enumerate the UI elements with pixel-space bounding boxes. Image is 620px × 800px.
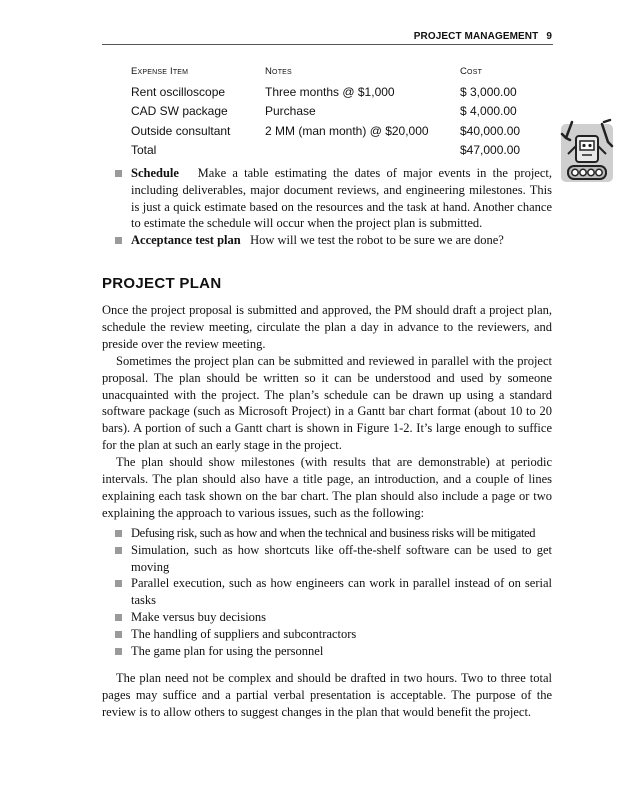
- expense-cost: $ 3,000.00: [460, 84, 517, 99]
- square-bullet-icon: [115, 547, 122, 554]
- expense-notes: 2 MM (man month) @ $20,000: [265, 123, 429, 138]
- square-bullet-icon: [115, 614, 122, 621]
- column-header-cost: Cost: [460, 66, 483, 77]
- paragraph: The plan need not be complex and should be drafted in two hours. Two to three total pages may suffice and a partial verbal presentation is acceptable. The purpose of the review is to allow others to suggest changes in the plan that would benefit the project.: [102, 671, 552, 719]
- running-header: [102, 31, 552, 42]
- expense-notes: [265, 141, 460, 161]
- list-item: [114, 609, 552, 626]
- column-header-notes: Notes: [265, 66, 292, 77]
- header-rule: [102, 44, 553, 45]
- paragraph: The plan should show milestones (with results that are demonstrable) at periodic intervals. The plan should also have a title page, an introduction, and a couple of lines explaining each task shown on the bar chart. The plan should also include a page or two explaining the approach to various issues, such as the following:: [102, 455, 552, 520]
- expense-cost: $ 4,000.00: [460, 104, 517, 119]
- square-bullet-icon: [115, 580, 122, 587]
- square-bullet-icon: [115, 648, 122, 655]
- bullet-term: Schedule: [131, 166, 179, 180]
- paragraph: Sometimes the project plan can be submitted and reviewed in parallel with the project proposal. The plan should be written so it can be understood and used by someone unacquainted with the project. The plan’s schedule can be drawn up using a standard software package (such as Microsoft Project) in a Gantt bar chart format (about 10 to 20 bars). A portion of such a Gantt chart is shown in Figure 1-2. It’s large enough to suffice for the plan at such an early stage in the project.: [102, 353, 552, 453]
- body-text: [102, 302, 552, 522]
- bullet-text: Make versus buy decisions: [131, 609, 267, 624]
- square-bullet-icon: [115, 170, 122, 177]
- proposal-bullet-list: [114, 165, 552, 249]
- table-row: [131, 102, 540, 122]
- expense-cost: $40,000.00: [460, 123, 521, 138]
- column-header-item: Expense Item: [131, 66, 189, 77]
- table-row: [131, 121, 540, 141]
- list-item: [114, 575, 552, 609]
- square-bullet-icon: [115, 237, 122, 244]
- table-row: [131, 82, 540, 102]
- list-item: [114, 626, 552, 643]
- bullet-text: The handling of suppliers and subcontractors: [131, 626, 357, 641]
- expense-notes: Purchase: [265, 104, 316, 119]
- bullet-text: Defusing risk, such as how and when the technical and business risks will be mitigated: [131, 526, 536, 540]
- page-number: 9: [546, 31, 552, 42]
- closing-text: [102, 670, 552, 721]
- list-item: [114, 643, 552, 660]
- table-header-row: [131, 66, 540, 82]
- expense-cost: $47,000.00: [460, 143, 521, 158]
- expense-table: [131, 66, 540, 160]
- bullet-term: Acceptance test plan: [131, 233, 241, 248]
- expense-notes: Three months @ $1,000: [265, 84, 395, 99]
- paragraph: Once the project proposal is submitted and approved, the PM should draft a project plan, schedule the review meeting, circulate the plan a day in advance to the reviewers, and preside over the review meeting.: [102, 303, 552, 351]
- bullet-text: Simulation, such as how shortcuts like off-the-shelf software can be used to get moving: [131, 542, 552, 574]
- list-item: [114, 165, 552, 232]
- plan-bullet-list: [114, 525, 552, 659]
- bullet-text: How will we test the robot to be sure we are done?: [250, 233, 504, 248]
- list-item: [114, 542, 552, 576]
- expense-item: Outside consultant: [131, 123, 231, 138]
- robot-icon: [558, 116, 616, 190]
- list-item: [114, 232, 552, 249]
- expense-item: Rent oscilloscope: [131, 84, 226, 99]
- table-row-total: [131, 141, 540, 161]
- bullet-text: Parallel execution, such as how engineers can work in parallel instead of on serial tasks: [131, 576, 552, 608]
- list-item: [114, 525, 552, 542]
- square-bullet-icon: [115, 631, 122, 638]
- bullet-text: Make a table estimating the dates of major events in the project, including deliverables, major document reviews, and engineering milestones. This is just a quick estimate based on the resources and the task at hand. Another chance to estimate the schedule will occur when the project plan is submitted.: [131, 166, 552, 231]
- expense-item: CAD SW package: [131, 104, 228, 119]
- expense-item: Total: [131, 143, 157, 158]
- section-heading: PROJECT PLAN: [102, 275, 222, 292]
- square-bullet-icon: [115, 530, 122, 537]
- bullet-text: The game plan for using the personnel: [131, 643, 324, 658]
- running-title: PROJECT MANAGEMENT: [413, 31, 539, 42]
